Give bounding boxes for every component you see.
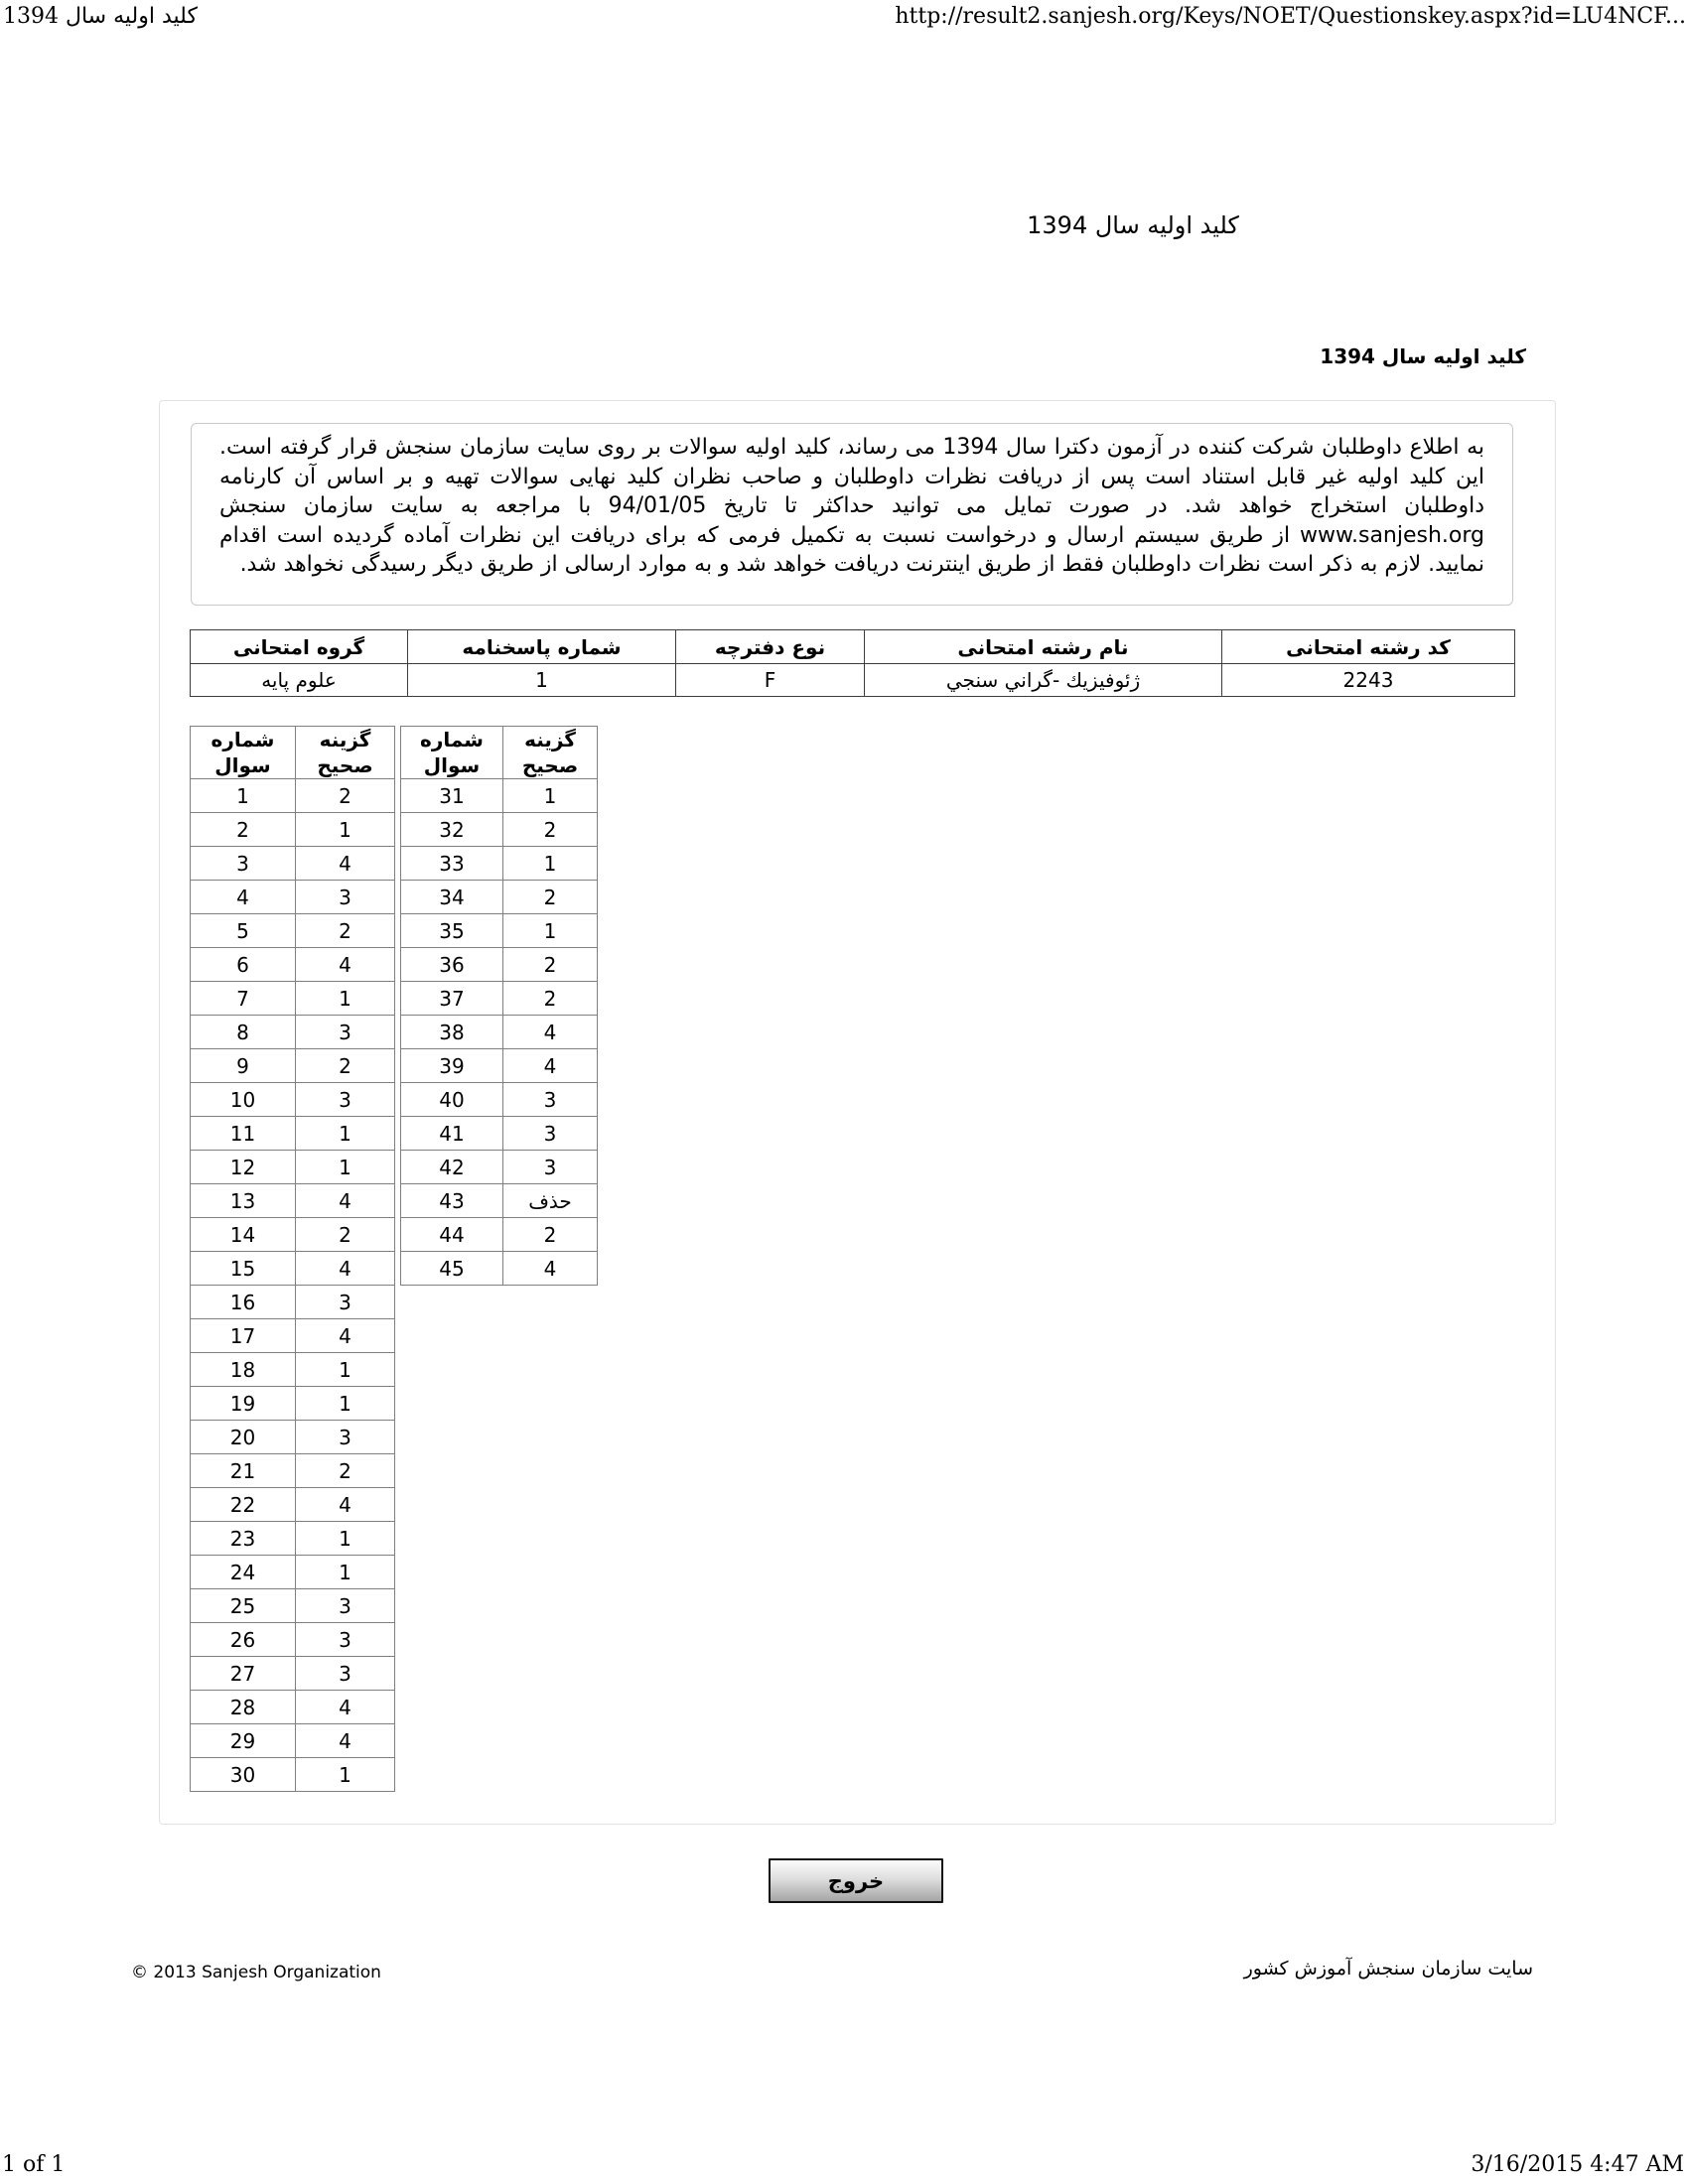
answer-row (191, 1758, 395, 1792)
answer-row (191, 1387, 395, 1421)
answer-cell: 4 (296, 847, 395, 881)
answer-cell: 21 (191, 1454, 296, 1488)
answer-cell: 30 (191, 1758, 296, 1792)
answer-cell: 26 (191, 1623, 296, 1657)
answer-cell: 44 (401, 1218, 503, 1252)
answer-cell: 5 (191, 914, 296, 948)
answer-cell: 2 (296, 779, 395, 813)
answer-row (191, 982, 395, 1016)
header-answersheet-number: شماره پاسخنامه (408, 630, 676, 664)
answer-cell: 2 (296, 1218, 395, 1252)
answer-row (401, 1252, 598, 1286)
answer-cell: 2 (296, 1454, 395, 1488)
exam-info-cell: F (676, 664, 865, 697)
answer-cell: 19 (191, 1387, 296, 1421)
answer-cell: 32 (401, 813, 503, 847)
answer-cell: 24 (191, 1556, 296, 1589)
answer-cell: 17 (191, 1319, 296, 1353)
answer-cell: 36 (401, 948, 503, 982)
answer-row (191, 1083, 395, 1117)
answer-cell: 34 (401, 881, 503, 914)
answer-row (191, 1151, 395, 1184)
answer-cell: 3 (296, 1083, 395, 1117)
answer-cell: 1 (296, 813, 395, 847)
answer-row (401, 813, 598, 847)
answer-cell: 4 (296, 1724, 395, 1758)
answer-cell: 1 (503, 847, 598, 881)
header-exam-code: کد رشته امتحانی (1222, 630, 1515, 664)
answer-cell: 14 (191, 1218, 296, 1252)
answer-cell: 3 (296, 1286, 395, 1319)
footer-copyright: © 2013 Sanjesh Organization (131, 1963, 381, 1982)
answer-cell: 12 (191, 1151, 296, 1184)
answer-cell: 2 (503, 982, 598, 1016)
answer-key-header-row (401, 727, 598, 779)
answer-cell: 3 (503, 1151, 598, 1184)
answer-cell: 4 (503, 1016, 598, 1049)
answer-cell: 7 (191, 982, 296, 1016)
answer-cell: 1 (503, 779, 598, 813)
answer-row (191, 1556, 395, 1589)
exit-button[interactable]: خروج (769, 1858, 943, 1903)
answer-cell: 3 (296, 1623, 395, 1657)
print-footer-page-count: 1 of 1 (2, 2152, 66, 2177)
answer-row (191, 779, 395, 813)
answer-row (401, 948, 598, 982)
answer-cell: 2 (503, 948, 598, 982)
exam-info-table (190, 629, 1515, 697)
answer-cell: 9 (191, 1049, 296, 1083)
answer-cell: 42 (401, 1151, 503, 1184)
answer-cell: 3 (296, 1657, 395, 1691)
answer-cell: 40 (401, 1083, 503, 1117)
answer-cell: 43 (401, 1184, 503, 1218)
answer-cell: 27 (191, 1657, 296, 1691)
answer-cell: 23 (191, 1522, 296, 1556)
answer-cell: 33 (401, 847, 503, 881)
answer-cell: 4 (296, 1319, 395, 1353)
answer-cell: 11 (191, 1117, 296, 1151)
answer-row (191, 1286, 395, 1319)
answer-cell: 13 (191, 1184, 296, 1218)
answer-cell: 8 (191, 1016, 296, 1049)
answer-cell: 4 (296, 1691, 395, 1724)
answer-row (191, 1522, 395, 1556)
answer-row (401, 914, 598, 948)
exam-info-cell: ژئوفيزيك -گراني سنجي (865, 664, 1222, 697)
print-header-url: http://result2.sanjesh.org/Keys/NOET/Questionskey.aspx?id=LU4NCF... (895, 4, 1686, 29)
answer-row (401, 1151, 598, 1184)
answer-cell: 2 (503, 1218, 598, 1252)
answer-row (191, 1184, 395, 1218)
answer-cell: 18 (191, 1353, 296, 1387)
answer-cell: 25 (191, 1589, 296, 1623)
answer-cell: 1 (296, 1556, 395, 1589)
answer-cell: 3 (296, 1589, 395, 1623)
answer-cell: 16 (191, 1286, 296, 1319)
answer-cell: 2 (296, 1049, 395, 1083)
answer-cell: 3 (503, 1083, 598, 1117)
answer-cell: حذف (503, 1184, 598, 1218)
answer-cell: 3 (296, 1016, 395, 1049)
answer-row (401, 1218, 598, 1252)
answer-cell: 4 (191, 881, 296, 914)
answer-row (191, 1353, 395, 1387)
answer-cell: 4 (296, 1184, 395, 1218)
answer-cell: 37 (401, 982, 503, 1016)
answer-cell: 31 (401, 779, 503, 813)
answer-row (191, 914, 395, 948)
answer-row (191, 1589, 395, 1623)
answer-cell: 4 (296, 948, 395, 982)
answer-row (191, 1691, 395, 1724)
answer-row (191, 847, 395, 881)
exam-info-cell: علوم پایه (191, 664, 408, 697)
answer-row (191, 1049, 395, 1083)
answer-cell: 1 (296, 1387, 395, 1421)
answer-cell: 1 (296, 1758, 395, 1792)
answer-row (191, 1252, 395, 1286)
answer-row (191, 1319, 395, 1353)
answer-cell: 3 (191, 847, 296, 881)
exam-info-cell: 1 (408, 664, 676, 697)
answer-cell: 1 (296, 1151, 395, 1184)
answer-row (401, 1049, 598, 1083)
answer-cell: 4 (296, 1252, 395, 1286)
answer-row (191, 1454, 395, 1488)
exam-info-cell: 2243 (1222, 664, 1515, 697)
answer-row (401, 779, 598, 813)
answer-cell: 45 (401, 1252, 503, 1286)
header-correct-option: گزینه صحیح (503, 727, 598, 779)
answer-cell: 3 (296, 881, 395, 914)
notice-text: به اطلاع داوطلبان شرکت کننده در آزمون دکترا سال 1394 می رساند، کلید اولیه سوالات بر روی سایت سازمان سنجش قرار گرفته است. این کلید اولیه غیر قابل استناد است پس از دریافت نظرات داوطلبان و صاحب نظران کلید نهایی سوالات تهیه و بر اساس آن کارنامه داوطلبان استخراج خواهد شد. در صورت تمایل می توانید حداکثر تا تاریخ 94/01/05 با مراجعه به سایت سازمان سنجش www.sanjesh.org از طریق سیستم ارسال و درخواست نسبت به تکمیل فرمی که برای دریافت این نظرات آماده گردیده است اقدام نمایید. لازم به ذکر است نظرات داوطلبان فقط از طریق اینترنت دریافت خواهد شد و به موارد ارسالی از طریق دیگر رسیدگی نخواهد شد. (191, 423, 1513, 606)
answer-cell: 29 (191, 1724, 296, 1758)
answer-cell: 6 (191, 948, 296, 982)
answer-row (401, 1117, 598, 1151)
answer-row (191, 1421, 395, 1454)
answer-cell: 2 (503, 881, 598, 914)
answer-row (191, 881, 395, 914)
answer-row (191, 1488, 395, 1522)
answer-row (401, 881, 598, 914)
answer-cell: 15 (191, 1252, 296, 1286)
answer-key-table-2 (400, 726, 598, 1286)
answer-row (191, 948, 395, 982)
header-exam-field-name: نام رشته امتحانی (865, 630, 1222, 664)
print-header-title: كليد اوليه سال 1394 (3, 4, 198, 29)
page-title: کلید اولیه سال 1394 (1027, 211, 1239, 239)
answer-cell: 3 (296, 1421, 395, 1454)
content-panel (159, 400, 1556, 1825)
answer-key-header-row (191, 727, 395, 779)
answer-row (191, 813, 395, 847)
header-correct-option: گزینه صحیح (296, 727, 395, 779)
answer-cell: 10 (191, 1083, 296, 1117)
answer-row (191, 1016, 395, 1049)
print-footer-datetime: 3/16/2015 4:47 AM (1471, 2152, 1684, 2177)
answer-cell: 38 (401, 1016, 503, 1049)
answer-cell: 4 (296, 1488, 395, 1522)
answer-row (401, 1083, 598, 1117)
answer-cell: 1 (296, 1353, 395, 1387)
section-heading: کلید اولیه سال 1394 (1320, 344, 1526, 368)
answer-cell: 4 (503, 1252, 598, 1286)
answer-cell: 3 (503, 1117, 598, 1151)
answer-row (401, 1016, 598, 1049)
answer-cell: 39 (401, 1049, 503, 1083)
answer-cell: 20 (191, 1421, 296, 1454)
answer-cell: 22 (191, 1488, 296, 1522)
answer-row (401, 847, 598, 881)
answer-cell: 1 (296, 1522, 395, 1556)
answer-row (401, 982, 598, 1016)
answer-cell: 1 (503, 914, 598, 948)
answer-cell: 1 (296, 1117, 395, 1151)
header-question-number: شماره سوال (191, 727, 296, 779)
answer-row (191, 1724, 395, 1758)
exam-info-header-row (191, 630, 1515, 664)
header-question-number: شماره سوال (401, 727, 503, 779)
answer-cell: 4 (503, 1049, 598, 1083)
answer-cell: 1 (191, 779, 296, 813)
header-exam-group: گروه امتحانی (191, 630, 408, 664)
answer-cell: 35 (401, 914, 503, 948)
answer-cell: 1 (296, 982, 395, 1016)
answer-cell: 41 (401, 1117, 503, 1151)
answer-row (191, 1657, 395, 1691)
answer-cell: 2 (296, 914, 395, 948)
exam-info-row (191, 664, 1515, 697)
answer-row (401, 1184, 598, 1218)
answer-row (191, 1623, 395, 1657)
answer-cell: 2 (191, 813, 296, 847)
answer-cell: 28 (191, 1691, 296, 1724)
footer-site-name: سایت سازمان سنجش آموزش کشور (1243, 1958, 1533, 1979)
answer-key-table-1 (190, 726, 395, 1792)
header-booklet-type: نوع دفترچه (676, 630, 865, 664)
answer-row (191, 1117, 395, 1151)
answer-row (191, 1218, 395, 1252)
answer-cell: 2 (503, 813, 598, 847)
